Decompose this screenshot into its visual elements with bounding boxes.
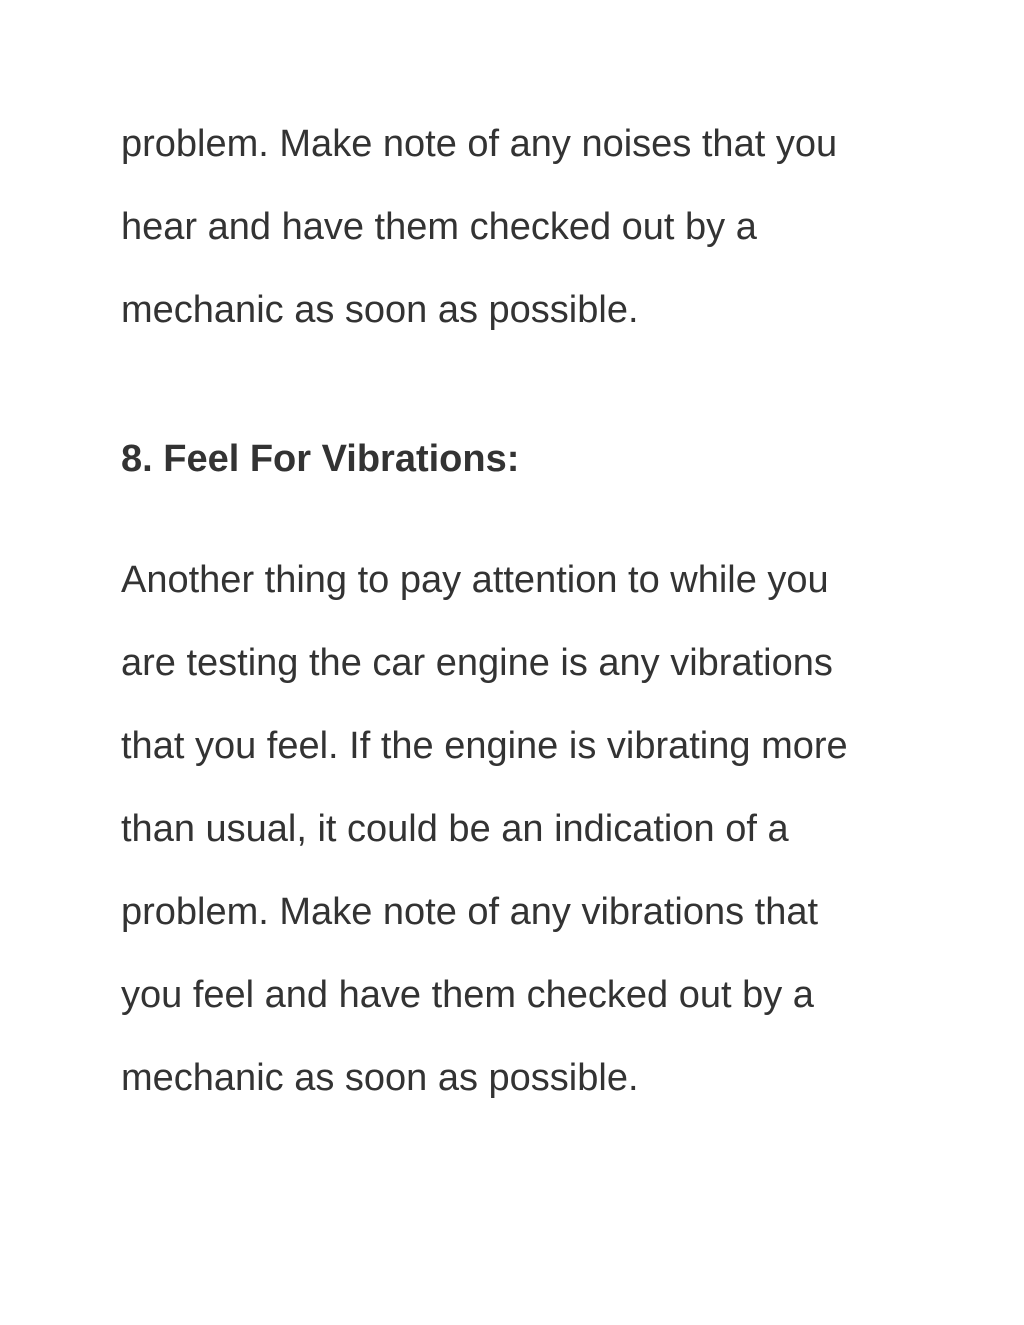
paragraph-line: that you feel. If the engine is vibrating more: [121, 725, 848, 767]
paragraph-line: problem. Make note of any vibrations that: [121, 891, 819, 933]
paragraph-line: mechanic as soon as possible.: [121, 289, 639, 331]
paragraph-line: you feel and have them checked out by a: [121, 974, 814, 1016]
section-heading: 8. Feel For Vibrations:: [121, 438, 520, 480]
paragraph-line: than usual, it could be an indication of a: [121, 808, 789, 850]
paragraph-line: hear and have them checked out by a: [121, 206, 757, 248]
paragraph-line: Another thing to pay attention to while you: [121, 559, 829, 601]
paragraph-line: mechanic as soon as possible.: [121, 1057, 639, 1099]
paragraph-line: problem. Make note of any noises that you: [121, 123, 838, 165]
paragraph-line: are testing the car engine is any vibrations: [121, 642, 833, 684]
